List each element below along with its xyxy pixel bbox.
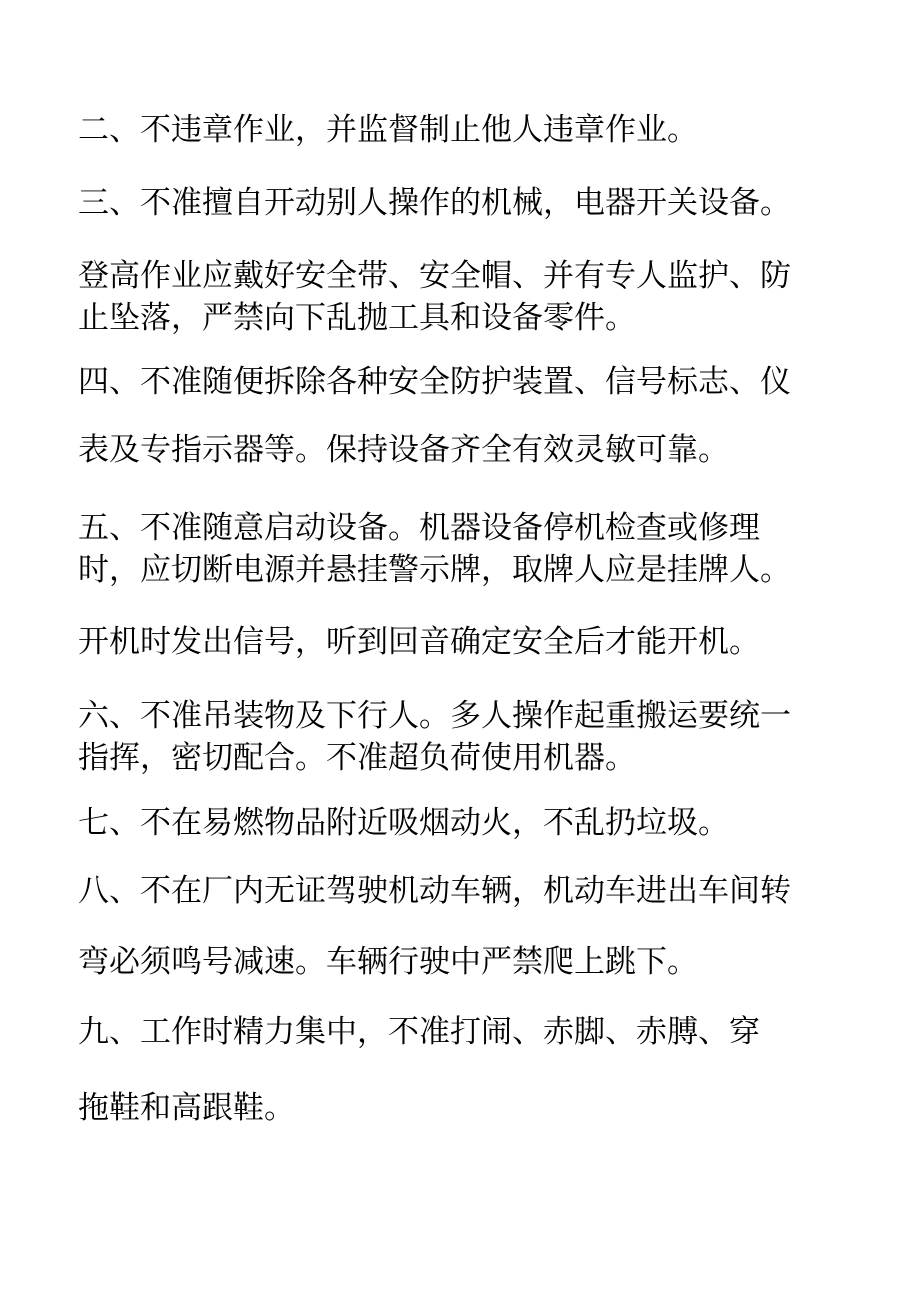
- rule-4-line-2: 表及专指示器等。保持设备齐全有效灵敏可靠。: [78, 432, 729, 468]
- rule-5-line-3: 开机时发出信号，听到回音确定安全后才能开机。: [78, 624, 760, 660]
- rule-7-line-1: 七、不在易燃物品附近吸烟动火，不乱扔垃圾。: [78, 805, 729, 841]
- rule-8-line-2: 弯必须鸣号减速。车辆行驶中严禁爬上跳下。: [78, 944, 698, 980]
- rule-5-line-2: 时，应切断电源并悬挂警示牌，取牌人应是挂牌人。: [78, 552, 791, 588]
- rule-8-line-1: 八、不在厂内无证驾驶机动车辆，机动车进出车间转: [78, 873, 791, 909]
- rule-3-line-1: 三、不准擅自开动别人操作的机械，电器开关设备。: [78, 185, 791, 221]
- rule-2-line-1: 二、不违章作业，并监督制止他人违章作业。: [78, 112, 698, 148]
- rule-5-line-1: 五、不准随意启动设备。机器设备停机检查或修理: [78, 510, 760, 546]
- rule-9-line-1: 九、工作时精力集中，不准打闹、赤脚、赤膊、穿: [78, 1014, 760, 1050]
- rule-4-line-1: 四、不准随便拆除各种安全防护装置、信号标志、仪: [78, 364, 791, 400]
- rule-9-line-2: 拖鞋和高跟鞋。: [78, 1090, 295, 1126]
- rule-6-line-1: 六、不准吊装物及下行人。多人操作起重搬运要统一: [78, 698, 791, 734]
- rule-6-line-2: 指挥，密切配合。不准超负荷使用机器。: [78, 740, 636, 776]
- climbing-rule-line-2: 止坠落，严禁向下乱抛工具和设备零件。: [78, 300, 636, 336]
- climbing-rule-line-1: 登高作业应戴好安全带、安全帽、并有专人监护、防: [78, 258, 791, 294]
